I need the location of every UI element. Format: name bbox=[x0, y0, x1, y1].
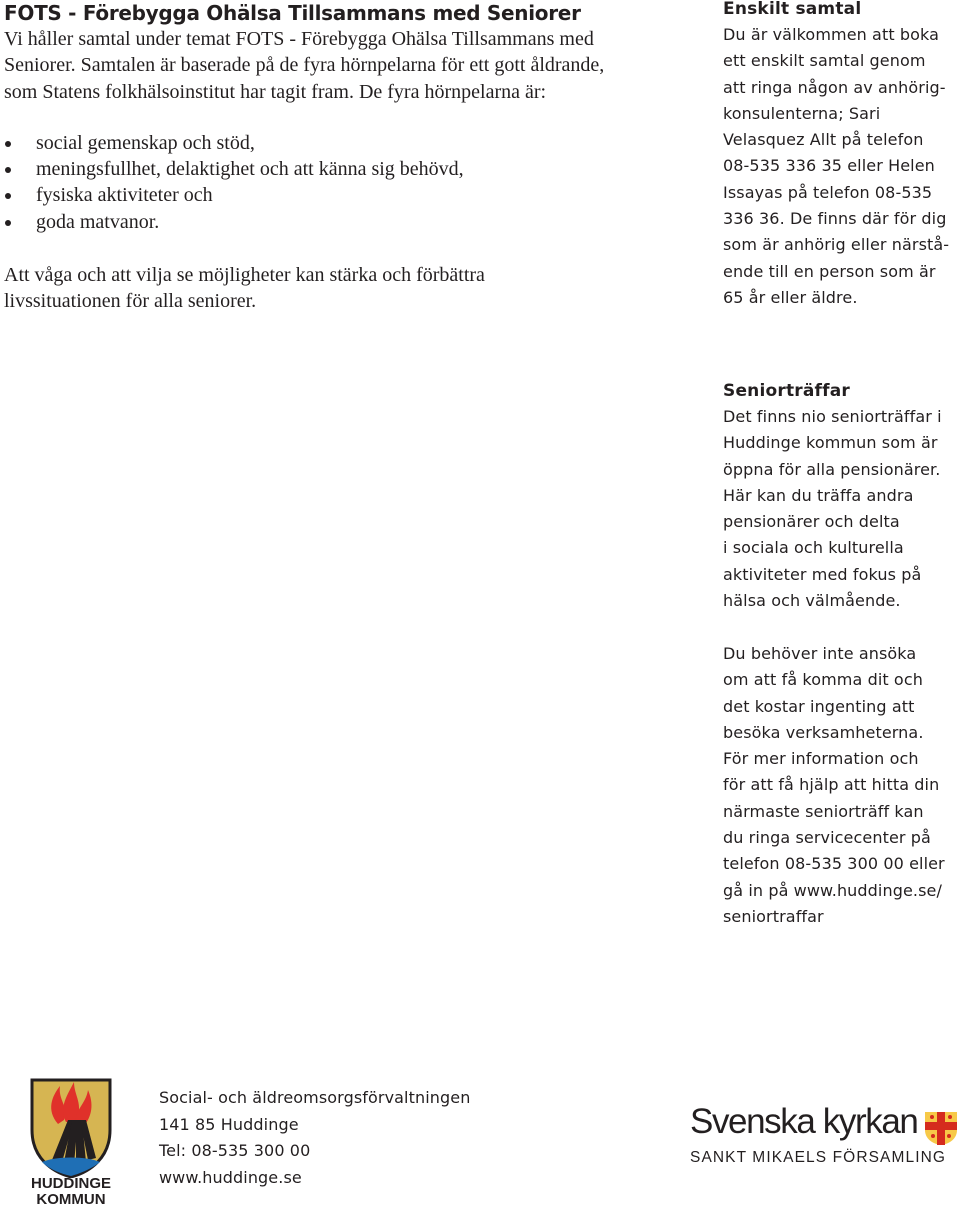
enskilt-samtal-section bbox=[723, 0, 949, 311]
left-column bbox=[4, 0, 624, 315]
website: www.huddinge.se bbox=[159, 1167, 302, 1187]
huddinge-kommun-logo bbox=[28, 1078, 114, 1214]
seniortraffar-section bbox=[723, 378, 942, 614]
huddinge-shield-icon bbox=[28, 1078, 114, 1178]
enskilt-samtal-heading: Enskilt samtal bbox=[723, 0, 862, 19]
enskilt-samtal-text: Du är välkommen att boka ett enskilt samtal genom att ringa någon av anhörig- konsulenterna; Sari Velasquez Allt på telefon 08-535 336 35 eller Helen Issayas på telefon 08-535 336 36. De finns där för dig som är anhörig eller närstå- ende till en person som är 65 år eller äldre. bbox=[723, 25, 950, 307]
bullet-icon bbox=[5, 141, 11, 147]
kyrkan-cross-icon bbox=[923, 1110, 959, 1146]
list-item bbox=[4, 209, 624, 235]
ansoka-text: Du behöver inte ansöka om att få komma dit och det kostar ingenting att besöka verksamheterna. För mer information och för att få hjälp att hitta din närmaste seniorträff kan du ringa servicecenter på telefon 08-535 300 00 eller gå in på www.huddinge.se/ seniortraffar bbox=[723, 644, 945, 926]
list-item-text: social gemenskap och stöd, bbox=[36, 131, 255, 154]
bullet-icon bbox=[5, 193, 11, 199]
bullet-icon bbox=[5, 220, 11, 226]
kommun-line-2: KOMMUN bbox=[36, 1191, 106, 1208]
closing-paragraph: Att våga och att vilja se möjligheter kan stärka och förbättra livssituationen för alla seniorer. bbox=[4, 264, 485, 313]
list-item-text: goda matvanor. bbox=[36, 210, 160, 233]
ansoka-section bbox=[723, 641, 945, 930]
address-block bbox=[159, 1085, 470, 1191]
list-item bbox=[4, 130, 624, 156]
kommun-line-1: HUDDINGE bbox=[30, 1175, 111, 1192]
pillars-list bbox=[4, 130, 624, 235]
list-item-text: meningsfullhet, delaktighet och att känna sig behövd, bbox=[36, 158, 464, 181]
seniortraffar-heading: Seniorträffar bbox=[723, 381, 850, 401]
department-name: Social- och äldreomsorgsförvaltningen bbox=[159, 1088, 471, 1107]
bullet-icon bbox=[5, 167, 11, 173]
page-title: FOTS - Förebygga Ohälsa Tillsammans med Seniorer bbox=[4, 1, 581, 25]
list-item bbox=[4, 182, 624, 208]
postal-address: 141 85 Huddinge bbox=[159, 1114, 299, 1134]
phone-number: Tel: 08-535 300 00 bbox=[159, 1141, 311, 1160]
list-item-text: fysiska aktiviteter och bbox=[36, 184, 213, 207]
intro-paragraph: Vi håller samtal under temat FOTS - Förebygga Ohälsa Tillsammans med Seniorer. Samtalen är baserade på de fyra hörnpelarna för ett gott åldrande, som Statens folkhälsoinstitut har tagit fram. De fyra hörnpelarna är: bbox=[4, 28, 605, 103]
kyrkan-wordmark: Svenska kyrkan bbox=[690, 1102, 918, 1141]
kyrkan-parish: SANKT MIKAELS FÖRSAMLING bbox=[690, 1149, 947, 1166]
svenska-kyrkan-logo bbox=[690, 1102, 960, 1168]
list-item bbox=[4, 156, 624, 182]
kommun-wordmark bbox=[28, 1176, 114, 1208]
seniortraffar-text: Det finns nio seniorträffar i Huddinge kommun som är öppna för alla pensionärer. Här kan du träffa andra pensionärer och delta i sociala och kulturella aktiviteter med fokus på hälsa och välmående. bbox=[723, 407, 942, 611]
